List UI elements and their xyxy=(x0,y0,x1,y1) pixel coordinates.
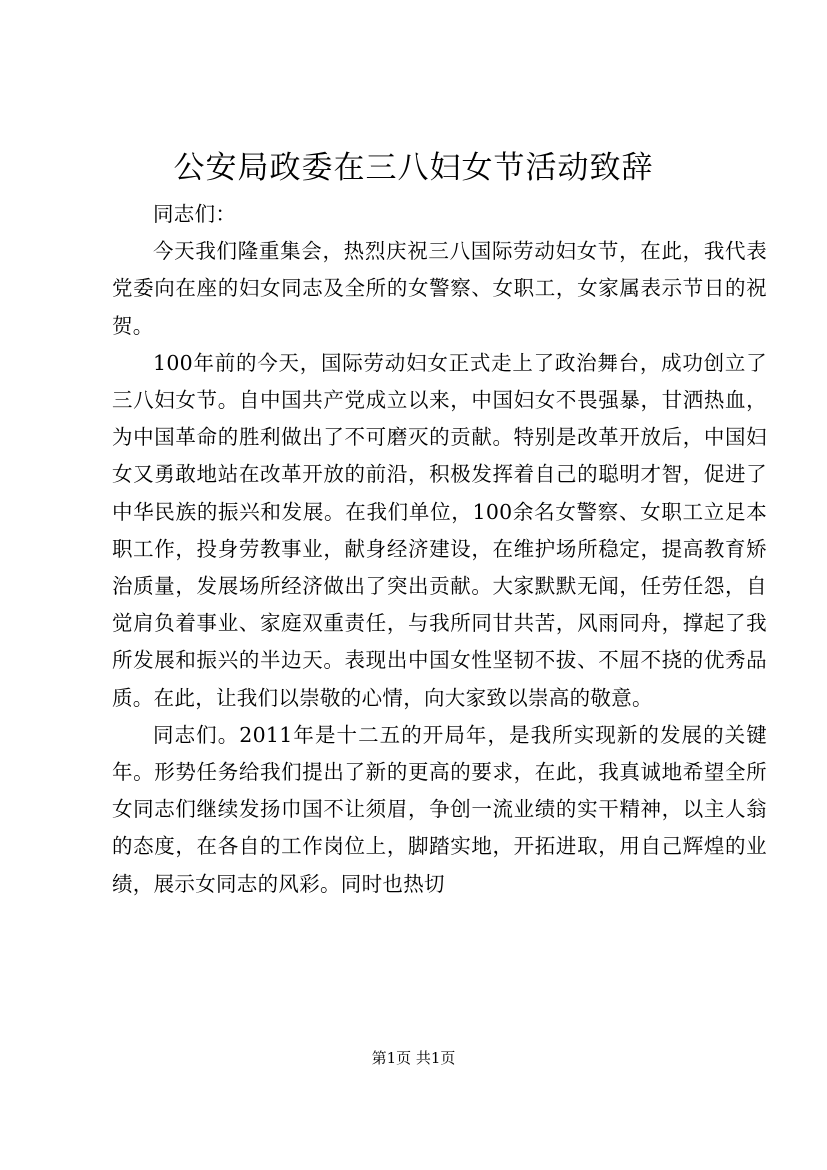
document-title: 公安局政委在三八妇女节活动致辞 xyxy=(173,150,654,186)
paragraph-history: 100年前的今天，国际劳动妇女正式走上了政治舞台，成功创立了三八妇女节。自中国共产党成立以来，中国妇女不畏强暴，甘洒热血，为中国革命的胜利做出了不可磨灭的贡献。特别是改革开放后，中国妇女又勇敢地站在改革开放的前沿，积极发挥着自己的聪明才智，促进了中华民族的振兴和发展。在我们单位，100余名女警察、女职工立足本职工作，投身劳教事业，献身经济建设，在维护场所稳定，提高教育矫治质量，发展场所经济做出了突出贡献。大家默默无闻，任劳任怨，自觉肩负着事业、家庭双重责任，与我所同甘共苦，风雨同舟，撑起了我所发展和振兴的半边天。表现出中国女性坚韧不拔、不屈不挠的优秀品质。在此，让我们以崇敬的心情，向大家致以崇高的敬意。 xyxy=(112,350,767,710)
page-number-footer: 第1页 共1页 xyxy=(371,1049,456,1067)
paragraph-outlook: 同志们。2011年是十二五的开局年，是我所实现新的发展的关键年。形势任务给我们提出了新的更高的要求，在此，我真诚地希望全所女同志们继续发扬巾国不让须眉，争创一流业绩的实干精神，以主人翁的态度，在各自的工作岗位上，脚踏实地，开拓进取，用自己辉煌的业绩，展示女同志的风彩。同时也热切 xyxy=(112,722,767,896)
document-body xyxy=(112,196,767,903)
paragraph-salutation: 同志们： xyxy=(153,202,237,226)
paragraph-greeting: 今天我们隆重集会，热烈庆祝三八国际劳动妇女节，在此，我代表党委向在座的妇女同志及全所的女警察、女职工，女家属表示节日的祝贺。 xyxy=(112,239,767,338)
